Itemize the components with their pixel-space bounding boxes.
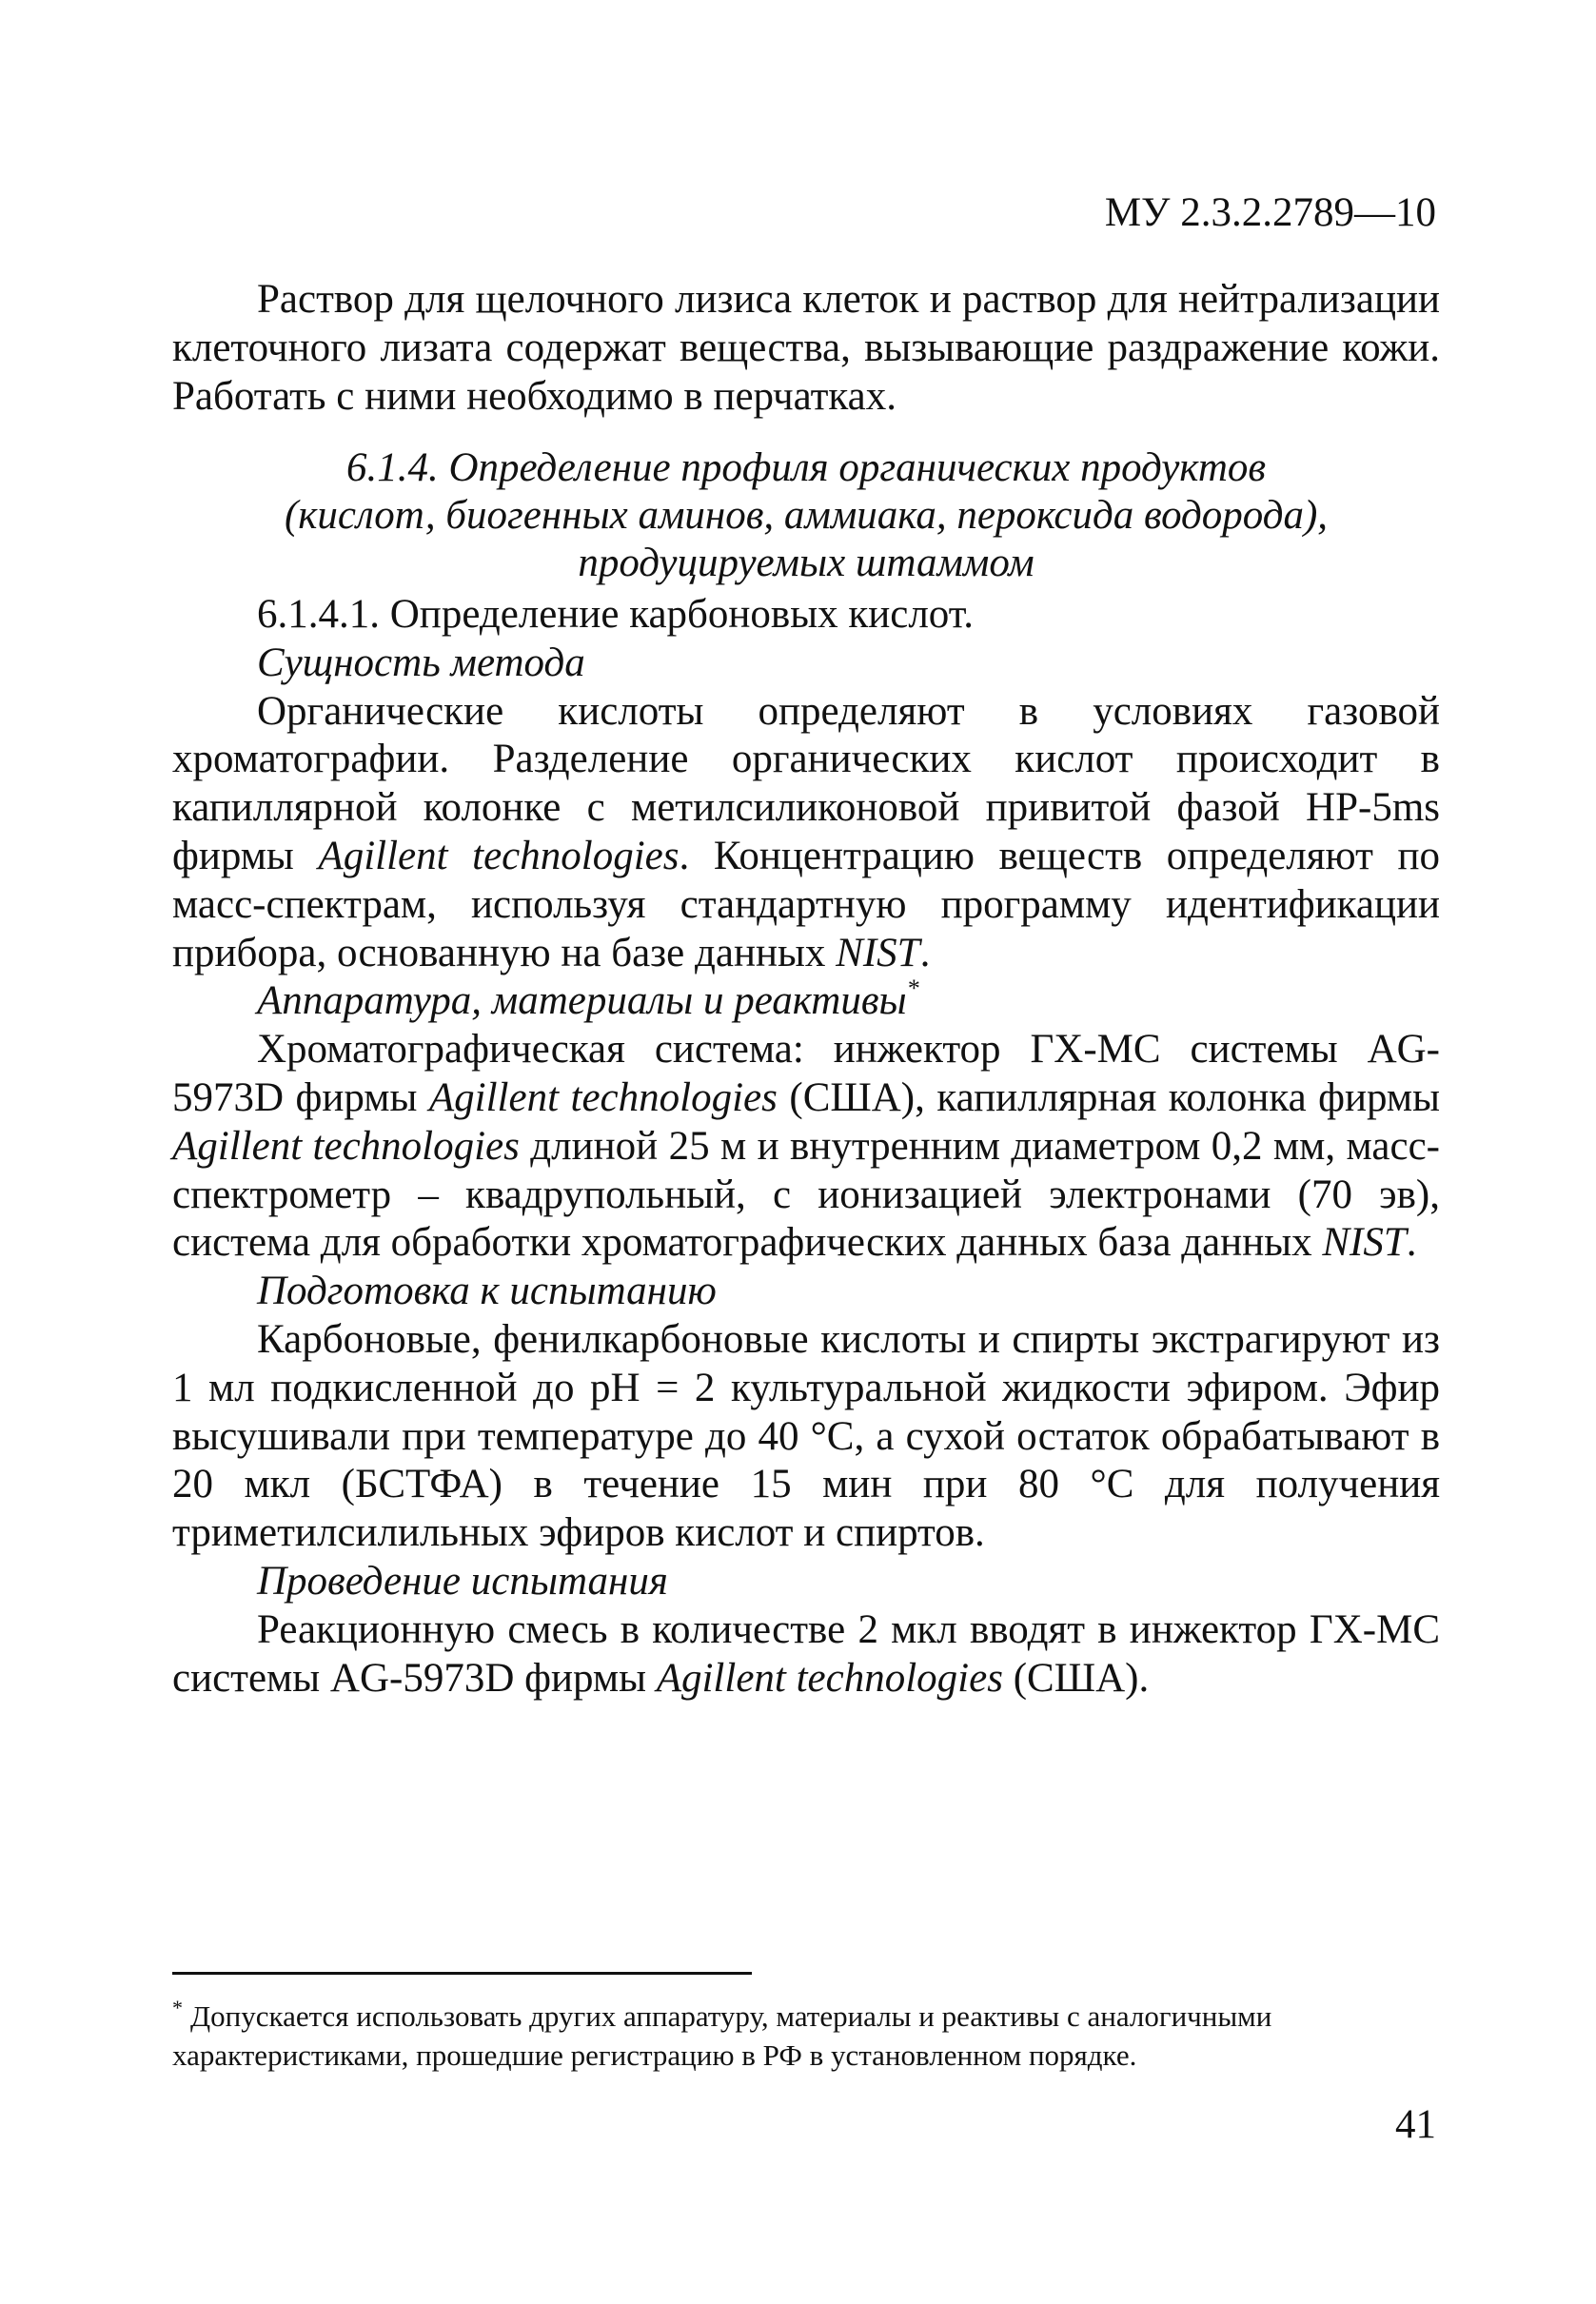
company-name: Agillent technologies	[656, 1655, 1003, 1701]
preparation-paragraph: Карбоновые, фенилкарбоновые кислоты и спирты экстрагируют из 1 мл подкисленной до рН = 2 культуральной жидкости эфиром. Эфир высушивали при температуре до 40 °С, а сухой остаток обрабатывают в 20 мкл (БСТФА) в течение 15 мин при 80 °С для получения триметилсилильных эфиров кислот и спиртов.	[172, 1316, 1440, 1556]
apparatus-paragraph: Хроматографическая система: инжектор ГХ-МС системы AG-5973D фирмы Agillent technologies (США), капиллярная колонка фирмы Agillent technologies длиной 25 м и внутренним диаметром 0,2 мм, масс-спектрометр – квадрупольный, с ионизацией электронами (70 эв), система для обработки хроматографических данных база данных NIST.	[172, 1027, 1440, 1266]
footnote-text: Допускается использовать других аппаратуру, материалы и реактивы с аналогичными характеристиками, прошедшие регистрацию в РФ в установленном порядке.	[172, 1999, 1272, 2072]
section-heading-line-2: (кислот, биогенных аминов, аммиака, пероксида водорода),	[284, 493, 1329, 538]
document-code: МУ 2.3.2.2789—10	[1104, 190, 1436, 235]
database-name: NIST	[836, 930, 920, 975]
section-heading	[172, 444, 1440, 587]
testing-title: Проведение испытания	[257, 1558, 668, 1604]
database-name: NIST	[1322, 1220, 1407, 1266]
section-heading-line-1: 6.1.4. Определение профиля органических продуктов	[345, 445, 1267, 490]
footnote-mark: *	[172, 1996, 183, 2019]
footnote-reference: *	[906, 975, 919, 1003]
method-paragraph: Органические кислоты определяют в условиях газовой хроматографии. Разделение органических кислот происходит в капиллярной колонке с метилсиликоновой привитой фазой НР-5ms фирмы Agillent technologies. Концентрацию веществ определяют по масс-спектрам, используя стандартную программу идентификации прибора, основанную на базе данных NIST.	[172, 688, 1440, 975]
page-number: 41	[1395, 2102, 1436, 2147]
subsection-title: 6.1.4.1. Определение карбоновых кислот.	[257, 592, 975, 637]
section-heading-line-3: продуцируемых штаммом	[578, 541, 1034, 585]
footnote-divider	[172, 1972, 752, 1975]
company-name: Agillent technologies	[428, 1074, 778, 1120]
company-name: Agillent technologies	[318, 833, 680, 878]
intro-paragraph: Раствор для щелочного лизиса клеток и раствор для нейтрализации клеточного лизата содержат вещества, вызывающие раздражение кожи. Работать с ними необходимо в перчатках.	[172, 277, 1440, 419]
company-name: Agillent technologies	[172, 1123, 520, 1169]
main-text-block	[172, 591, 1440, 1703]
preparation-title: Подготовка к испытанию	[257, 1269, 717, 1314]
testing-paragraph: Реакционную смесь в количестве 2 мкл вводят в инжектор ГХ-МС системы AG-5973D фирмы Agillent technologies (США).	[172, 1606, 1440, 1701]
apparatus-title: Аппаратура, материалы и реактивы*	[257, 975, 919, 1024]
method-title: Сущность метода	[257, 640, 585, 685]
intro-block	[172, 276, 1440, 421]
footnote	[172, 1997, 1440, 2075]
